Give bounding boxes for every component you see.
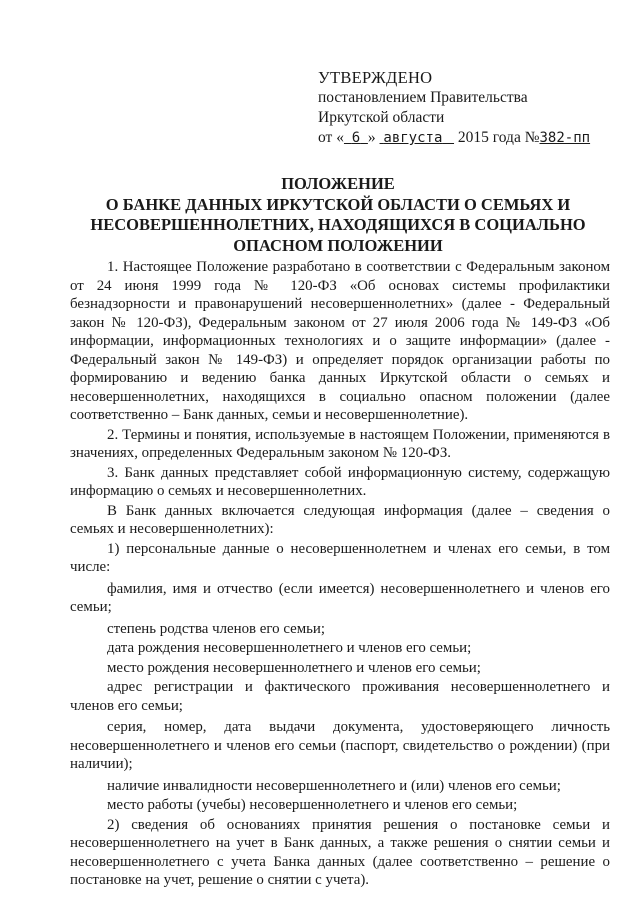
paragraph-4: В Банк данных включается следующая информация (далее – сведения о семьях и несовершеннолетних): xyxy=(70,502,610,537)
paragraph-11: серия, номер, дата выдачи документа, удостоверяющего личность несовершеннолетнего и членов его семьи (паспорт, свидетельство о рождении) (при наличии); xyxy=(70,719,610,772)
approval-date-line xyxy=(318,128,618,148)
paragraph-2: 2. Термины и понятия, используемые в настоящем Положении, применяются в значениях, определенных Федеральным законом № 120-ФЗ. xyxy=(70,426,610,461)
document-title xyxy=(60,174,616,256)
document-body xyxy=(70,258,610,891)
approval-from: от « xyxy=(318,129,344,146)
paragraph-13: место работы (учебы) несовершеннолетнего и членов его семьи; xyxy=(107,797,518,813)
approval-stamp xyxy=(318,68,618,148)
approval-month: августа xyxy=(383,130,443,146)
paragraph-14: 2) сведения об основаниях принятия решения о постановке семьи и несовершеннолетнего на учет в Банк данных, а также решения о снятии семьи и несовершеннолетнего с учета Банка данных (далее соответственно – решение о постановке на учет, решение о снятии с учета). xyxy=(70,816,610,888)
approval-day: 6 xyxy=(351,130,361,146)
approval-line-1: постановлением Правительства xyxy=(318,89,528,106)
approval-number-prefix: № xyxy=(524,129,540,146)
paragraph-12: наличие инвалидности несовершеннолетнего и (или) членов его семьи; xyxy=(107,777,561,794)
paragraph-7: степень родства членов его семьи; xyxy=(107,620,326,637)
approval-line-2: Иркутской области xyxy=(318,109,445,126)
approval-word: УТВЕРЖДЕНО xyxy=(318,68,433,87)
paragraph-8: дата рождения несовершеннолетнего и членов его семьи; xyxy=(107,640,472,656)
title-line-2: О БАНКЕ ДАННЫХ ИРКУТСКОЙ ОБЛАСТИ О СЕМЬЯХ И xyxy=(105,194,571,214)
paragraph-5: 1) персональные данные о несовершеннолетнем и членах его семьи, в том числе: xyxy=(70,540,610,575)
paragraph-1: 1. Настоящее Положение разработано в соответствии с Федеральным законом от 24 июня 1999 года № 120-ФЗ «Об основах системы профилактики безнадзорности и правонарушений несовершеннолетних» (далее - Федеральный закон № 120-ФЗ), Федеральным законом от 27 июля 2006 года № 149-ФЗ «Об информации, информационных технологиях и о защите информации» (далее - Федеральный закон № 149-ФЗ) и определяет порядок организации работы по формированию и ведению банка данных Иркутской области о семьях и несовершеннолетних, находящихся в социально опасном положении (далее соответственно – Банк данных, семьи и несовершеннолетние). xyxy=(70,259,610,423)
approval-close-quote: » xyxy=(367,129,376,146)
approval-year: 2015 года xyxy=(457,129,521,146)
paragraph-10: адрес регистрации и фактического проживания несовершеннолетнего и членов его семьи; xyxy=(70,679,610,714)
approval-number: 382-пп xyxy=(539,130,591,146)
title-line-4: ОПАСНОМ ПОЛОЖЕНИИ xyxy=(233,235,443,255)
paragraph-9: место рождения несовершеннолетнего и членов его семьи; xyxy=(107,659,481,676)
paragraph-6: фамилия, имя и отчество (если имеется) несовершеннолетнего и членов его семьи; xyxy=(70,580,610,615)
title-line-1: ПОЛОЖЕНИЕ xyxy=(281,174,395,193)
title-line-3: НЕСОВЕРШЕННОЛЕТНИХ, НАХОДЯЩИХСЯ В СОЦИАЛЬНО xyxy=(90,215,586,234)
paragraph-3: 3. Банк данных представляет собой информационную систему, содержащую информацию о семьях и несовершеннолетних. xyxy=(70,464,610,499)
